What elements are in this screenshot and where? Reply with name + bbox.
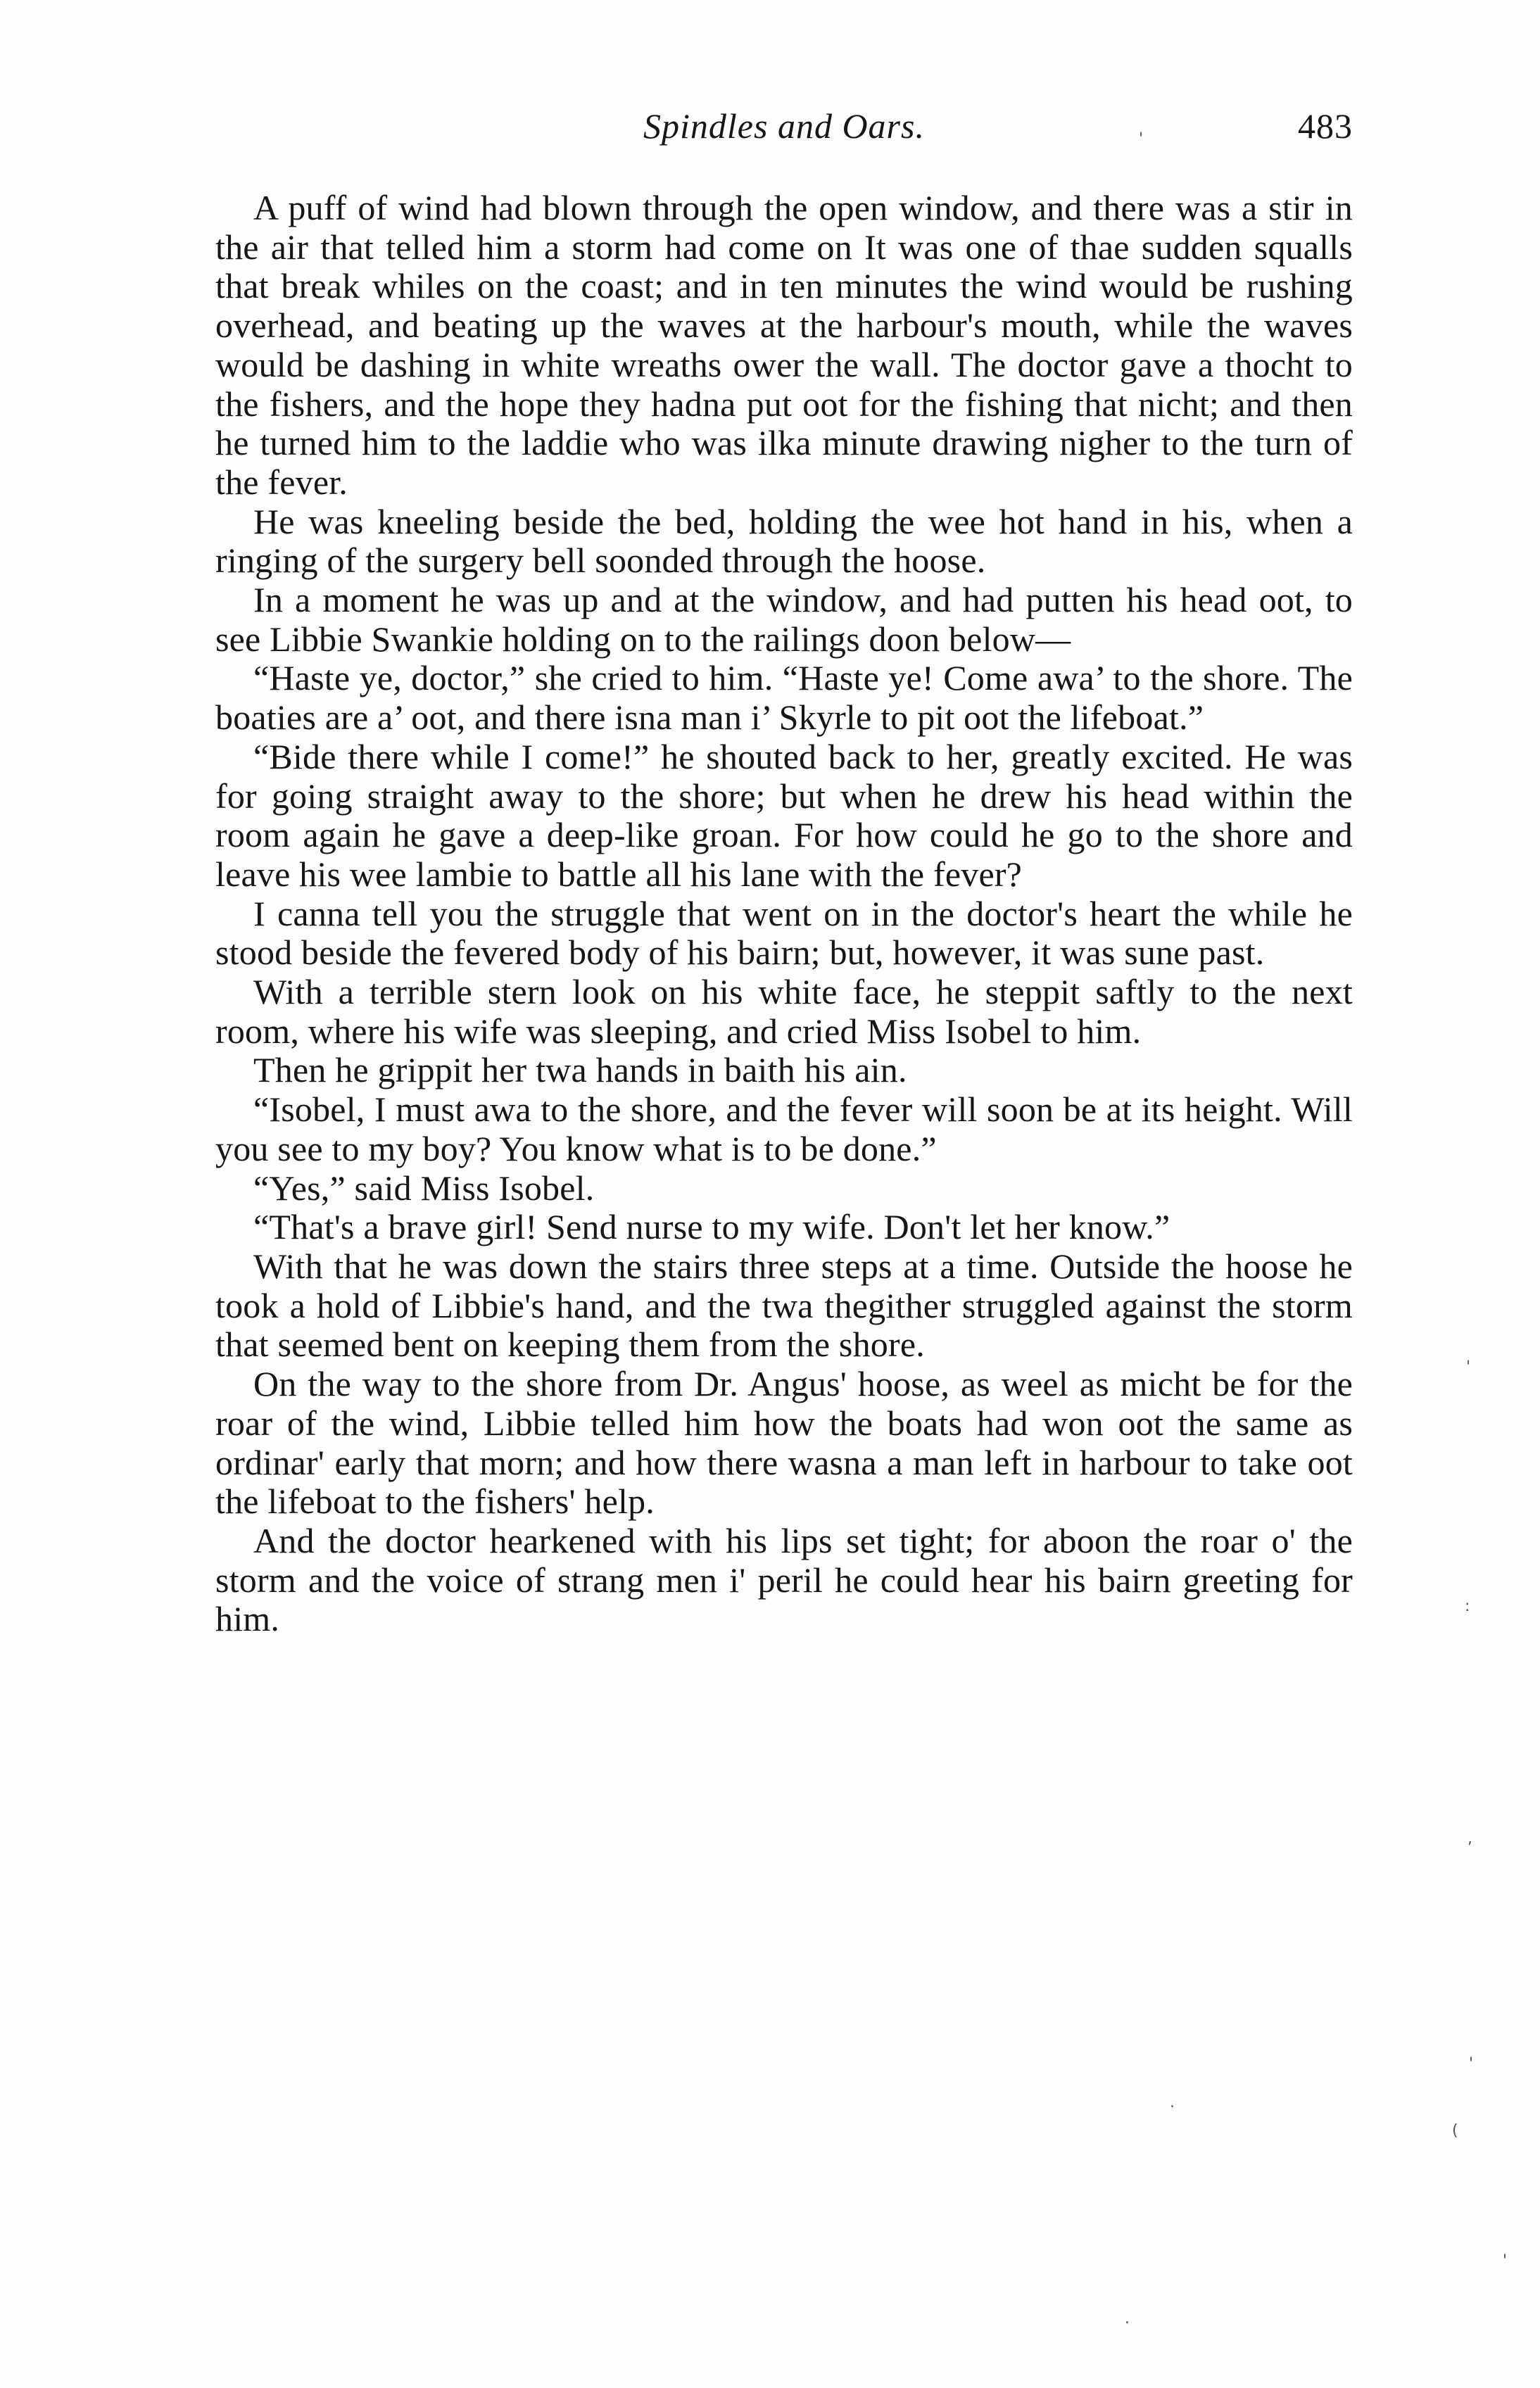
scan-speck: ' xyxy=(1469,2055,1474,2073)
paragraph-11: “That's a brave girl! Send nurse to my wife. Don't let her know.” xyxy=(253,1207,1170,1247)
paragraph-2: He was kneeling beside the bed, holding the wee hot hand in his, when a ringing of the surgery bell soonded through the hoose. xyxy=(215,501,1353,581)
page-number: 483 xyxy=(1298,106,1353,146)
page-body xyxy=(215,189,1353,1639)
paragraph-9: “Isobel, I must awa to the shore, and the fever will soon be at its height. Will you see to my boy? You know what is to be done.” xyxy=(215,1089,1353,1168)
scan-speck: ( xyxy=(1452,2122,1458,2140)
paragraph-12: With that he was down the stairs three steps at a time. Outside the hoose he took a hold of Libbie's hand, and the twa thegither struggled against the storm that seemed bent on keeping them from the shore. xyxy=(215,1246,1353,1365)
scan-speck: ' xyxy=(1503,2252,1508,2270)
running-title: Spindles and Oars. xyxy=(643,106,925,146)
paragraph-4: “Haste ye, doctor,” she cried to him. “Haste ye! Come awa’ to the shore. The boaties are a’ oot, and there isna man i’ Skyrle to pit oot the lifeboat.” xyxy=(215,658,1353,738)
paragraph-13: On the way to the shore from Dr. Angus' hoose, as weel as micht be for the roar of the wind, Libbie telled him how the boats had won oot the same as ordinar' early that morn; and how there wasna a man left in harbour to take oot the lifeboat to the fishers' help. xyxy=(215,1364,1353,1522)
paragraph-10: “Yes,” said Miss Isobel. xyxy=(253,1168,595,1208)
page-header xyxy=(215,106,1353,162)
paragraph-14: And the doctor hearkened with his lips set tight; for aboon the roar o' the storm and the voice of strang men i' peril he could hear his bairn greeting for him. xyxy=(215,1520,1353,1639)
scan-speck: ' xyxy=(1139,130,1144,148)
paragraph-1: A puff of wind had blown through the open window, and there was a stir in the air that telled him a storm had come on It was one of thae sudden squalls that break whiles on the coast; and in ten minutes the wind would be rushing overhead, and beating up the waves at the harbour's mouth, while the waves would be dashing in white wreaths ower the wall. The doctor gave a thocht to the fishers, and the hope they hadna put oot for the fishing that nicht; and then he turned him to the laddie who was ilka minute drawing nigher to the turn of the fever. xyxy=(215,188,1353,502)
paragraph-6: I canna tell you the struggle that went on in the doctor's heart the while he stood beside the fevered body of his bairn; but, however, it was sune past. xyxy=(215,893,1353,973)
scan-speck: : xyxy=(1465,1598,1470,1615)
scan-speck: . xyxy=(1125,2310,1130,2327)
paragraph-7: With a terrible stern look on his white face, he steppit saftly to the next room, where his wife was sleeping, and cried Miss Isobel to him. xyxy=(215,972,1353,1051)
scan-speck: ' xyxy=(1466,1358,1471,1376)
paragraph-3: In a moment he was up and at the window, and had putten his head oot, to see Libbie Swankie holding on to the railings doon below— xyxy=(215,580,1353,659)
scan-speck: , xyxy=(1468,1830,1472,1847)
paragraph-5: “Bide there while I come!” he shouted back to her, greatly excited. He was for going straight away to the shore; but when he drew his head within the room again he gave a deep-like groan. For how could he go to the shore and leave his wee lambie to battle all his lane with the fever? xyxy=(215,736,1353,894)
scan-speck: . xyxy=(1170,2094,1175,2111)
paragraph-8: Then he grippit her twa hands in baith his ain. xyxy=(253,1050,907,1090)
